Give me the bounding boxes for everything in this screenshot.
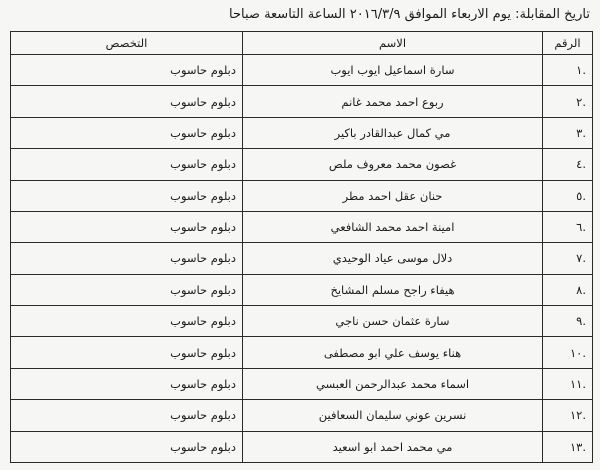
interview-date-header: تاريخ المقابلة: يوم الاربعاء الموافق ٢٠١٦/٣/٩ الساعة التاسعة صباحا [229, 7, 590, 22]
table-row [11, 149, 593, 180]
row-specialization: دبلوم حاسوب [11, 180, 243, 211]
table-header-row [11, 32, 593, 55]
row-name: نسرين عوني سليمان السعافين [243, 400, 543, 431]
column-header-name: الاسم [243, 32, 543, 55]
row-number: .٩ [543, 306, 593, 337]
row-name: هيفاء راجح مسلم المشايخ [243, 274, 543, 305]
table-row [11, 274, 593, 305]
table-row [11, 400, 593, 431]
row-specialization: دبلوم حاسوب [11, 431, 243, 463]
row-number: .١٣ [543, 431, 593, 463]
row-number: .٦ [543, 211, 593, 242]
row-number: .٨ [543, 274, 593, 305]
row-name: مي كمال عبدالقادر باكير [243, 117, 543, 148]
row-number: .٢ [543, 86, 593, 117]
table-row [11, 180, 593, 211]
row-name: اسماء محمد عبدالرحمن العبسي [243, 368, 543, 399]
table-row [11, 431, 593, 463]
table-row [11, 55, 593, 86]
row-number: .٥ [543, 180, 593, 211]
table-row [11, 306, 593, 337]
column-header-specialization: التخصص [11, 32, 243, 55]
table-row [11, 368, 593, 399]
row-number: .١١ [543, 368, 593, 399]
row-specialization: دبلوم حاسوب [11, 149, 243, 180]
candidates-table [10, 31, 593, 463]
table-row [11, 243, 593, 274]
row-name: حنان عقل احمد مطر [243, 180, 543, 211]
row-specialization: دبلوم حاسوب [11, 400, 243, 431]
row-name: امينة احمد محمد الشافعي [243, 211, 543, 242]
row-name: هناء يوسف علي ابو مصطفى [243, 337, 543, 368]
table-row [11, 117, 593, 148]
row-number: .٧ [543, 243, 593, 274]
row-specialization: دبلوم حاسوب [11, 243, 243, 274]
row-name: سارة اسماعيل ايوب ايوب [243, 55, 543, 86]
row-number: .٤ [543, 149, 593, 180]
row-specialization: دبلوم حاسوب [11, 368, 243, 399]
row-specialization: دبلوم حاسوب [11, 86, 243, 117]
row-name: مي محمد احمد ابو اسعيد [243, 431, 543, 463]
row-number: .٣ [543, 117, 593, 148]
row-number: .١٢ [543, 400, 593, 431]
column-header-number: الرقم [543, 32, 593, 55]
row-specialization: دبلوم حاسوب [11, 117, 243, 148]
row-specialization: دبلوم حاسوب [11, 211, 243, 242]
row-name: سارة عثمان حسن ناجي [243, 306, 543, 337]
row-number: .١ [543, 55, 593, 86]
table-row [11, 211, 593, 242]
row-number: .١٠ [543, 337, 593, 368]
row-name: ربوع احمد محمد غانم [243, 86, 543, 117]
row-name: دلال موسى عياد الوحيدي [243, 243, 543, 274]
row-name: غصون محمد معروف ملص [243, 149, 543, 180]
table-row [11, 86, 593, 117]
row-specialization: دبلوم حاسوب [11, 55, 243, 86]
row-specialization: دبلوم حاسوب [11, 306, 243, 337]
row-specialization: دبلوم حاسوب [11, 337, 243, 368]
row-specialization: دبلوم حاسوب [11, 274, 243, 305]
table-row [11, 337, 593, 368]
